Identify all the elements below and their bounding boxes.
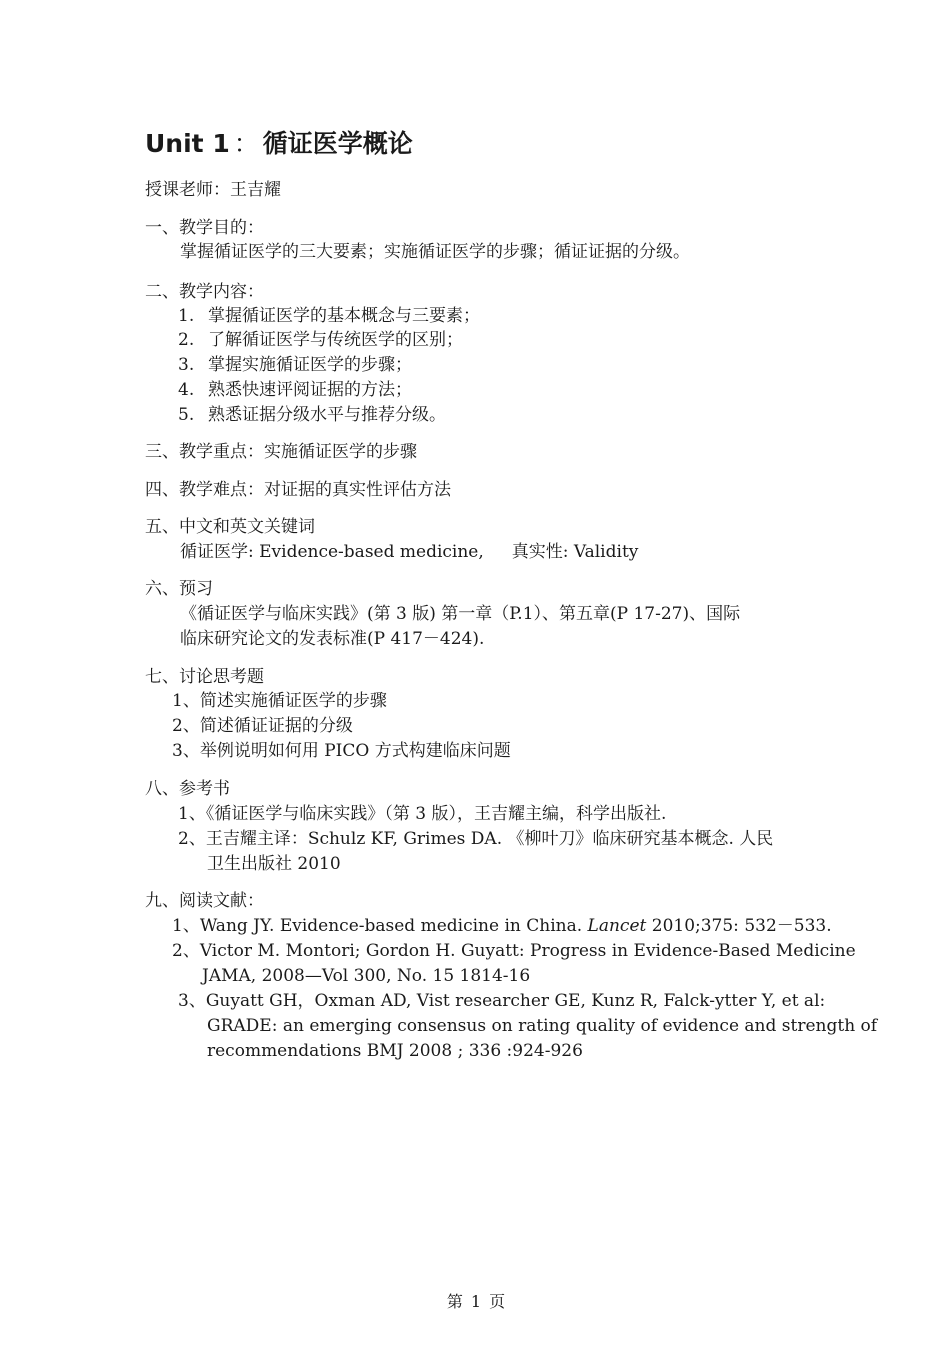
list-item: 3、举例说明如何用 PICO 方式构建临床问题 [172, 741, 511, 761]
section-5-heading: 五、中文和英文关键词 [145, 517, 315, 537]
section-9-heading: 九、阅读文献： [145, 891, 264, 911]
list-item: 1、简述实施循证医学的步骤 [172, 691, 387, 711]
section-4-text: 对证据的真实性评估方法 [264, 480, 451, 500]
reading-3-cont-1: GRADE: an emerging consensus on rating quality of evidence and strength of [207, 1016, 878, 1036]
reading-2: 2、Victor M. Montori; Gordon H. Guyatt: Progress in Evidence-Based Medicine [172, 941, 856, 961]
section-3 [145, 440, 417, 464]
reference-book-1: 1、《循证医学与临床实践》（第 3 版），王吉耀主编，科学出版社. [178, 804, 667, 824]
list-item: 4. 熟悉快速评阅证据的方法； [178, 380, 412, 400]
keywords-line [180, 540, 638, 564]
page-number: 第 1 页 [446, 1292, 506, 1311]
list-item: 2、简述循证证据的分级 [172, 716, 353, 736]
keyword-1: 循证医学: Evidence-based medicine, [180, 542, 484, 562]
reading-1: 1、Wang JY. Evidence-based medicine in China. Lancet 2010;375: 532－533. [172, 916, 832, 936]
section-3-heading: 三、教学重点： [145, 442, 264, 462]
section-1-heading: 一、教学目的： [145, 218, 264, 238]
reading-3-cont-2: recommendations BMJ 2008 ; 336 :924-926 [207, 1041, 583, 1061]
reference-book-2: 2、王吉耀主译：Schulz KF, Grimes DA. 《柳叶刀》临床研究基本概念. 人民 [178, 829, 774, 849]
reading-2-cont: JAMA, 2008—Vol 300, No. 15 1814-16 [202, 966, 531, 986]
list-item: 1. 掌握循证医学的基本概念与三要素； [178, 306, 480, 326]
preview-line-1: 《循证医学与临床实践》(第 3 版) 第一章（P.1）、第五章(P 17-27)、国际 [180, 604, 741, 624]
section-3-text: 实施循证医学的步骤 [264, 442, 417, 462]
reading-3: 3、Guyatt GH，Oxman AD, Vist researcher GE, Kunz R, Falck-ytter Y, et al: [178, 991, 826, 1011]
teacher-line: 授课老师：王吉耀 [145, 180, 281, 200]
title-unit: Unit 1 [145, 129, 230, 158]
section-4-heading: 四、教学难点： [145, 480, 264, 500]
title-topic: 循证医学概论 [262, 129, 413, 158]
reference-book-2-cont: 卫生出版社 2010 [207, 854, 341, 874]
list-item: 2. 了解循证医学与传统医学的区别； [178, 330, 463, 350]
section-6-heading: 六、预习 [145, 579, 213, 599]
title-separator: ： [233, 129, 259, 158]
section-4 [145, 478, 451, 502]
section-1-text: 掌握循证医学的三大要素；实施循证医学的步骤；循证证据的分级。 [180, 242, 690, 262]
keyword-2: 真实性: Validity [511, 542, 639, 562]
preview-line-2: 临床研究论文的发表标准(P 417－424). [180, 629, 485, 649]
list-item: 3. 掌握实施循证医学的步骤； [178, 355, 412, 375]
journal-name: Lancet [587, 916, 647, 936]
section-2-heading: 二、教学内容： [145, 282, 264, 302]
list-item: 5. 熟悉证据分级水平与推荐分级。 [178, 405, 446, 425]
section-8-heading: 八、参考书 [145, 779, 230, 799]
section-7-heading: 七、讨论思考题 [145, 667, 264, 687]
page-title [145, 124, 413, 160]
